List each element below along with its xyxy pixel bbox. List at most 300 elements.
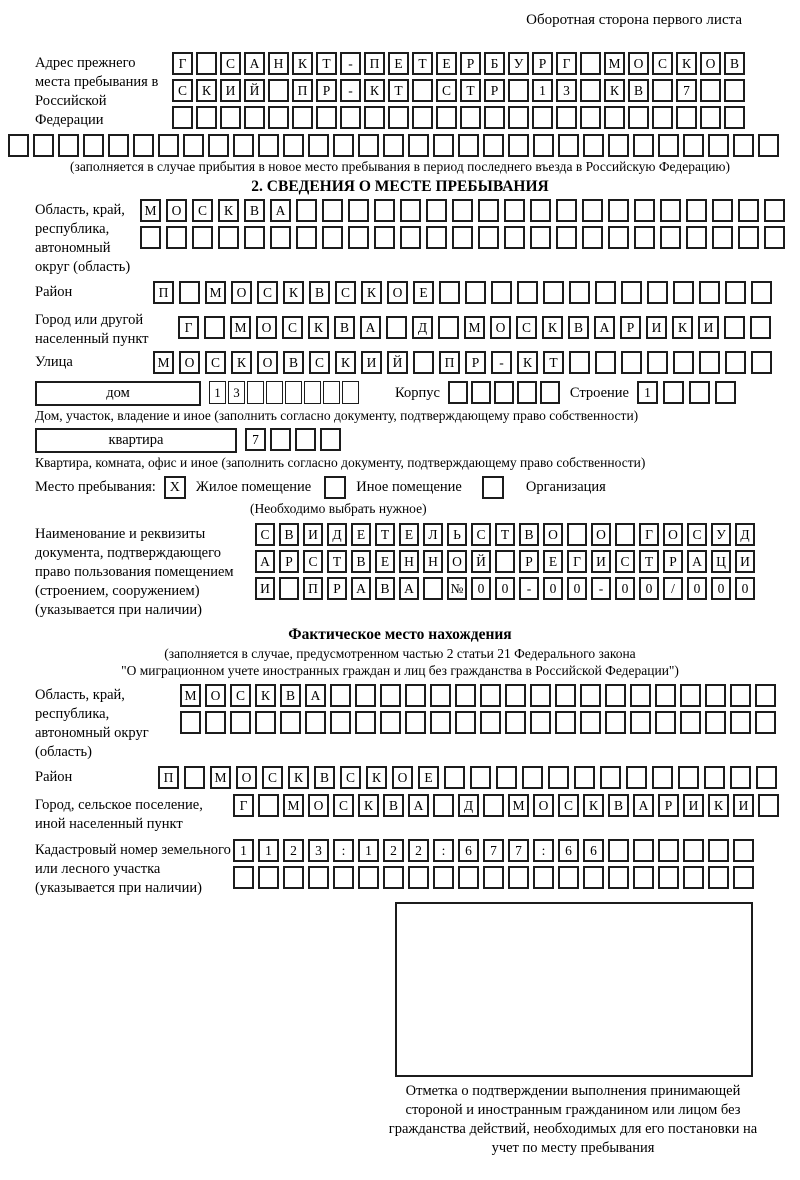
form-cell: К (335, 351, 356, 374)
apartment-note: Квартира, комната, офис и иное (заполнить согласно документу, подтверждающему право собственности) (35, 455, 646, 470)
form-cell: В (283, 351, 304, 374)
house-number-cells (209, 381, 359, 404)
form-cell: О (490, 316, 511, 339)
form-cell (678, 766, 699, 789)
form-cell: 6 (558, 839, 579, 862)
form-cell (426, 199, 447, 222)
form-cell (465, 281, 486, 304)
city-block (35, 309, 800, 349)
form-cell (285, 381, 302, 404)
form-cell: Р (316, 79, 337, 102)
form-cell (733, 839, 754, 862)
form-cell (652, 79, 673, 102)
form-cell (158, 134, 179, 157)
form-cell (230, 711, 251, 734)
document-rows (255, 523, 755, 600)
form-cell: В (280, 684, 301, 707)
form-cell (689, 381, 710, 404)
form-cell: О (166, 199, 187, 222)
form-cell (364, 106, 385, 129)
form-cell: Т (543, 351, 564, 374)
form-cell (480, 711, 501, 734)
form-cell (558, 866, 579, 889)
form-cell (504, 199, 525, 222)
form-cell (595, 281, 616, 304)
form-cell (628, 106, 649, 129)
form-cell (686, 226, 707, 249)
other-premises-option-label: Иное помещение (356, 479, 462, 495)
form-cell (458, 134, 479, 157)
form-cell (220, 106, 241, 129)
form-cell (686, 199, 707, 222)
form-cell (179, 281, 200, 304)
form-cell: 1 (258, 839, 279, 862)
form-cell: С (335, 281, 356, 304)
actual-region-block (35, 684, 800, 762)
city-row (178, 316, 771, 339)
form-cell: С (282, 316, 303, 339)
form-cell (522, 766, 543, 789)
form-cell (699, 281, 720, 304)
form-cell (322, 226, 343, 249)
document-row-2 (255, 550, 755, 573)
form-cell (444, 766, 465, 789)
form-cell: К (676, 52, 697, 75)
district-block (35, 281, 800, 304)
form-cell: К (361, 281, 382, 304)
form-cell (633, 866, 654, 889)
form-cell (405, 711, 426, 734)
form-cell: И (361, 351, 382, 374)
form-cell (540, 381, 560, 404)
form-cell (196, 52, 217, 75)
form-cell (712, 226, 733, 249)
actual-location-note-2: "О миграционном учете иностранных граждан и лиц без гражданства в Российской Федерации") (121, 663, 679, 678)
form-cell: С (340, 766, 361, 789)
form-cell: Ц (711, 550, 731, 573)
form-cell: О (700, 52, 721, 75)
form-cell (316, 106, 337, 129)
stamp-caption: Отметка о подтверждении выполнения принимающей стороной и иностранным гражданином или лицом без гражданства действий, необходимых для его постановки на учет по месту пребывания (388, 1083, 758, 1156)
form-cell (756, 766, 777, 789)
form-cell (460, 106, 481, 129)
form-cell (548, 766, 569, 789)
form-cell (33, 134, 54, 157)
form-cell (268, 79, 289, 102)
region-label: Область, край, республика, автономный округ (область) (35, 202, 131, 275)
cadastre-block (35, 839, 800, 898)
form-cell: И (303, 523, 323, 546)
form-cell: А (687, 550, 707, 573)
form-cell: Л (423, 523, 443, 546)
form-cell: Р (460, 52, 481, 75)
form-cell (608, 199, 629, 222)
form-cell: Е (399, 523, 419, 546)
form-cell: И (698, 316, 719, 339)
form-cell (673, 281, 694, 304)
form-cell: С (303, 550, 323, 573)
form-cell (322, 199, 343, 222)
form-cell (320, 428, 341, 451)
form-cell: : (333, 839, 354, 862)
form-cell: К (364, 79, 385, 102)
form-cell (730, 684, 751, 707)
form-cell (655, 711, 676, 734)
form-cell: К (288, 766, 309, 789)
form-cell (308, 134, 329, 157)
actual-district-label: Район (35, 769, 73, 785)
form-cell (530, 226, 551, 249)
form-cell (244, 226, 265, 249)
form-cell (580, 106, 601, 129)
actual-district-block (35, 766, 800, 789)
form-cell (470, 766, 491, 789)
form-cell (455, 684, 476, 707)
form-cell: К (292, 52, 313, 75)
form-cell (383, 134, 404, 157)
form-cell (348, 199, 369, 222)
form-cell (567, 523, 587, 546)
form-cell: Г (233, 794, 254, 817)
form-cell: Е (543, 550, 563, 573)
form-cell (532, 106, 553, 129)
form-cell (530, 684, 551, 707)
form-cell (652, 106, 673, 129)
form-cell: А (244, 52, 265, 75)
form-cell: П (303, 577, 323, 600)
form-cell: Б (484, 52, 505, 75)
form-cell: 0 (639, 577, 659, 600)
form-cell (333, 134, 354, 157)
form-cell (764, 226, 785, 249)
form-cell (508, 79, 529, 102)
form-cell: Р (620, 316, 641, 339)
form-cell (708, 839, 729, 862)
form-cell (412, 106, 433, 129)
form-cell: Е (436, 52, 457, 75)
form-cell (608, 226, 629, 249)
form-cell: М (508, 794, 529, 817)
form-cell (140, 226, 161, 249)
form-cell: А (351, 577, 371, 600)
form-cell: 3 (228, 381, 245, 404)
form-cell: В (244, 199, 265, 222)
form-cell: Р (519, 550, 539, 573)
form-cell: В (375, 577, 395, 600)
form-cell (483, 866, 504, 889)
street-block (35, 351, 800, 374)
actual-city-row (233, 794, 779, 817)
form-cell: Т (388, 79, 409, 102)
actual-region-rows (180, 684, 776, 734)
form-cell (484, 106, 505, 129)
form-cell (380, 711, 401, 734)
form-cell (133, 134, 154, 157)
form-cell (712, 199, 733, 222)
actual-location-title: Фактическое место нахождения (288, 626, 512, 643)
form-cell: В (568, 316, 589, 339)
form-cell: А (360, 316, 381, 339)
form-cell: С (230, 684, 251, 707)
form-cell (663, 381, 684, 404)
form-cell: А (399, 577, 419, 600)
form-cell: О (387, 281, 408, 304)
form-cell (408, 866, 429, 889)
form-cell (478, 226, 499, 249)
form-cell: П (292, 79, 313, 102)
form-cell: 7 (245, 428, 266, 451)
form-cell (333, 866, 354, 889)
form-cell (455, 711, 476, 734)
stay-type-row (35, 476, 800, 499)
form-cell: И (735, 550, 755, 573)
prev-address-rows (172, 52, 745, 129)
region-block (35, 199, 800, 277)
form-cell (621, 281, 642, 304)
form-cell: С (309, 351, 330, 374)
form-cell: В (628, 79, 649, 102)
district-row (153, 281, 772, 304)
form-cell: Т (495, 523, 515, 546)
form-cell: К (308, 316, 329, 339)
form-cell: П (439, 351, 460, 374)
form-cell (358, 866, 379, 889)
form-cell (258, 134, 279, 157)
form-cell (580, 684, 601, 707)
form-cell: Е (388, 52, 409, 75)
form-cell (580, 52, 601, 75)
form-cell (708, 866, 729, 889)
form-cell: О (392, 766, 413, 789)
stroenie-label: Строение (569, 385, 629, 401)
form-cell (658, 839, 679, 862)
form-cell (724, 316, 745, 339)
stay-type-note: (Необходимо выбрать нужное) (250, 501, 427, 516)
form-cell (608, 866, 629, 889)
form-cell (340, 106, 361, 129)
form-cell (323, 381, 340, 404)
actual-city-label: Город, сельское поселение, иной населенный пункт (35, 797, 203, 832)
form-cell: Р (465, 351, 486, 374)
form-cell (380, 684, 401, 707)
street-label: Улица (35, 354, 73, 370)
form-cell: Т (375, 523, 395, 546)
form-cell: И (646, 316, 667, 339)
form-cell: С (615, 550, 635, 573)
form-cell: П (158, 766, 179, 789)
form-cell (358, 134, 379, 157)
document-block (35, 523, 800, 620)
form-cell: 1 (358, 839, 379, 862)
form-cell (205, 711, 226, 734)
form-cell: С (333, 794, 354, 817)
prev-address-block (35, 52, 800, 130)
form-cell (738, 199, 759, 222)
form-cell (478, 199, 499, 222)
form-cell: Н (268, 52, 289, 75)
form-cell (626, 766, 647, 789)
form-cell (184, 766, 205, 789)
form-cell (266, 381, 283, 404)
stay-type-label: Место пребывания: (35, 479, 156, 495)
form-cell (292, 106, 313, 129)
form-cell: Й (387, 351, 408, 374)
form-cell (582, 226, 603, 249)
form-cell (758, 134, 779, 157)
form-cell (218, 226, 239, 249)
form-cell (405, 684, 426, 707)
form-cell (533, 866, 554, 889)
form-cell: А (408, 794, 429, 817)
form-cell: Д (327, 523, 347, 546)
form-cell: 3 (556, 79, 577, 102)
form-cell: Р (327, 577, 347, 600)
form-cell: К (366, 766, 387, 789)
form-cell: Т (316, 52, 337, 75)
form-cell: С (257, 281, 278, 304)
korpus-label: Корпус (395, 385, 440, 401)
form-cell (724, 79, 745, 102)
form-cell: А (270, 199, 291, 222)
form-cell (355, 684, 376, 707)
form-cell (505, 711, 526, 734)
apartment-cells (245, 428, 341, 451)
form-cell: Н (423, 550, 443, 573)
form-cell (634, 199, 655, 222)
form-cell: 1 (233, 839, 254, 862)
form-cell: 1 (209, 381, 226, 404)
form-cell: К (358, 794, 379, 817)
stamp-area (395, 902, 753, 1077)
form-cell: - (591, 577, 611, 600)
form-cell: 0 (543, 577, 563, 600)
form-cell (555, 684, 576, 707)
cadastre-row-2 (233, 866, 754, 889)
form-cell: - (519, 577, 539, 600)
form-cell: С (516, 316, 537, 339)
form-cell: Г (172, 52, 193, 75)
form-cell (166, 226, 187, 249)
form-cell: К (231, 351, 252, 374)
organization-checkbox (482, 476, 504, 499)
form-cell: В (383, 794, 404, 817)
form-cell (705, 684, 726, 707)
form-cell (430, 711, 451, 734)
form-cell (400, 199, 421, 222)
form-cell: С (436, 79, 457, 102)
form-cell: 3 (308, 839, 329, 862)
form-cell: 0 (471, 577, 491, 600)
form-cell: Г (556, 52, 577, 75)
form-cell (247, 381, 264, 404)
form-cell (452, 199, 473, 222)
form-cell (604, 106, 625, 129)
form-cell (582, 199, 603, 222)
form-cell (233, 866, 254, 889)
form-cell: : (433, 839, 454, 862)
form-cell (658, 134, 679, 157)
form-cell: М (140, 199, 161, 222)
form-cell: С (192, 199, 213, 222)
form-cell (280, 711, 301, 734)
form-cell: О (591, 523, 611, 546)
form-cell (655, 684, 676, 707)
form-cell (180, 711, 201, 734)
form-cell: О (308, 794, 329, 817)
form-cell: А (633, 794, 654, 817)
form-cell: : (533, 839, 554, 862)
form-cell (556, 106, 577, 129)
form-cell (580, 711, 601, 734)
form-cell (705, 711, 726, 734)
form-cell (558, 134, 579, 157)
prev-address-row-1 (172, 52, 745, 75)
form-cell: Д (735, 523, 755, 546)
form-cell: С (652, 52, 673, 75)
form-cell (204, 316, 225, 339)
form-cell: К (583, 794, 604, 817)
actual-district-row (158, 766, 777, 789)
section2-title: 2. СВЕДЕНИЯ О МЕСТЕ ПРЕБЫВАНИЯ (251, 178, 549, 195)
actual-region-row-2 (180, 711, 776, 734)
form-cell (755, 711, 776, 734)
form-cell (244, 106, 265, 129)
form-cell (517, 381, 537, 404)
actual-region-label: Область, край, республика, автономный округ (область) (35, 687, 149, 760)
form-cell (483, 134, 504, 157)
form-cell: О (205, 684, 226, 707)
document-row-1 (255, 523, 755, 546)
form-cell: Т (327, 550, 347, 573)
form-cell: 2 (283, 839, 304, 862)
form-cell: М (283, 794, 304, 817)
form-cell: Р (663, 550, 683, 573)
form-cell (699, 351, 720, 374)
form-cell: Р (484, 79, 505, 102)
form-cell (504, 226, 525, 249)
organization-option-label: Организация (525, 479, 606, 495)
form-cell (676, 106, 697, 129)
form-cell (383, 866, 404, 889)
form-cell (683, 134, 704, 157)
form-cell: О (179, 351, 200, 374)
form-cell: Т (412, 52, 433, 75)
form-cell: М (210, 766, 231, 789)
residential-checkbox (164, 476, 186, 499)
form-cell: Г (639, 523, 659, 546)
form-cell (755, 684, 776, 707)
form-cell (279, 577, 299, 600)
form-cell: О (447, 550, 467, 573)
form-cell (400, 226, 421, 249)
form-cell: П (153, 281, 174, 304)
form-cell (480, 684, 501, 707)
prev-address-note: (заполняется в случае прибытия в новое место пребывания в период последнего въезда в Российскую Федерацию) (69, 159, 731, 174)
form-cell: 6 (583, 839, 604, 862)
form-cell (436, 106, 457, 129)
actual-city-block (35, 794, 800, 834)
prev-address-row-4 (8, 134, 800, 157)
form-cell: В (314, 766, 335, 789)
form-cell: 6 (458, 839, 479, 862)
form-cell: / (663, 577, 683, 600)
form-cell (733, 866, 754, 889)
form-cell: - (340, 52, 361, 75)
form-cell (543, 281, 564, 304)
document-row-3 (255, 577, 755, 600)
form-cell: О (543, 523, 563, 546)
form-cell (408, 134, 429, 157)
